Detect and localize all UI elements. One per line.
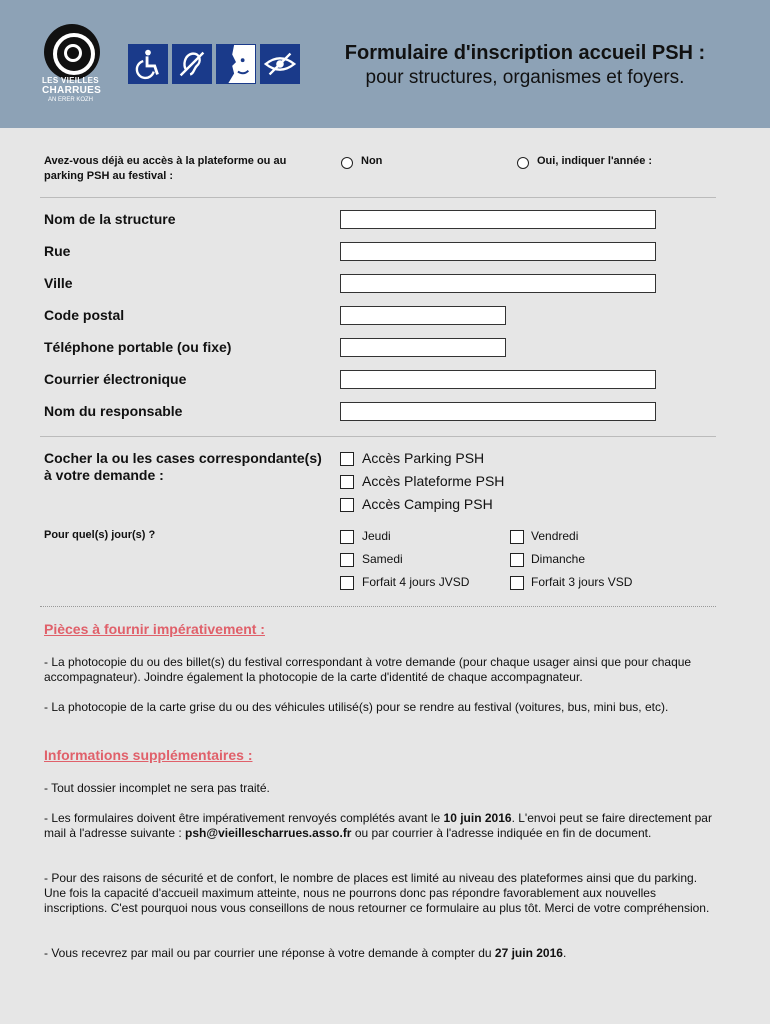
contact-email: psh@vieillescharrues.asso.fr [185, 826, 352, 840]
checkbox-camping[interactable] [340, 498, 354, 512]
ville-input[interactable] [340, 274, 656, 293]
label-courrier: Courrier électronique [44, 371, 187, 387]
code-postal-input[interactable] [340, 306, 506, 325]
logo-line2: CHARRUES [42, 85, 102, 96]
radio-oui-label: Oui, indiquer l'année : [537, 155, 653, 167]
logo-line3: AN ERER KOZH [48, 97, 94, 103]
pieces-item-1: - La photocopie du ou des billet(s) du festival correspondant à votre demande (pour chaque usager ainsi que pour chaque accompagnateur). Joindre également la photocopie de la carte d'identité de chaque accompagnateur. [44, 655, 692, 684]
hearing-impaired-icon [172, 44, 212, 84]
days-label: Pour quel(s) jour(s) ? [44, 529, 156, 541]
option-dimanche: Dimanche [531, 552, 586, 566]
radio-non[interactable] [341, 157, 353, 169]
wheelchair-icon [128, 44, 168, 84]
option-samedi: Samedi [362, 552, 403, 566]
option-forfait-4-jours: Forfait 4 jours JVSD [362, 575, 470, 589]
option-camping: Accès Camping PSH [362, 496, 493, 512]
label-nom-structure: Nom de la structure [44, 211, 176, 227]
label-rue: Rue [44, 243, 71, 259]
checkbox-forfait-4-jours[interactable] [340, 576, 354, 590]
label-code-postal: Code postal [44, 307, 125, 323]
logo-line1: LES VIEILLES [42, 76, 99, 85]
divider [40, 197, 716, 198]
mental-disability-icon [216, 44, 256, 84]
option-parking: Accès Parking PSH [362, 450, 485, 466]
option-jeudi: Jeudi [362, 529, 391, 543]
infos-p2-text-a: - Les formulaires doivent être impérativement renvoyés complétés avant le [44, 811, 444, 825]
access-question: Avez-vous déjà eu accès à la plateforme ou au parking PSH au festival : [44, 155, 287, 182]
divider [40, 606, 716, 607]
checkbox-forfait-3-jours[interactable] [510, 576, 524, 590]
label-telephone: Téléphone portable (ou fixe) [44, 339, 232, 355]
logo-emblem-icon [44, 24, 100, 80]
deadline-date: 10 juin 2016 [443, 811, 512, 825]
infos-p2 [44, 811, 716, 841]
infos-title: Informations supplémentaires : [44, 747, 253, 763]
checkbox-vendredi[interactable] [510, 530, 524, 544]
checkbox-parking[interactable] [340, 452, 354, 466]
form-title [320, 42, 730, 89]
infos-p2-text-b: . L'envoi peut se faire directement par mail à l'adresse suivante : [44, 811, 712, 840]
label-ville: Ville [44, 275, 73, 291]
divider [40, 436, 716, 437]
header-banner [0, 0, 770, 128]
responsable-input[interactable] [340, 402, 656, 421]
option-plateforme: Accès Plateforme PSH [362, 473, 505, 489]
radio-oui[interactable] [517, 157, 529, 169]
nom-structure-input[interactable] [340, 210, 656, 229]
pieces-item-2: - La photocopie de la carte grise du ou des véhicules utilisé(s) pour se rendre au festival (voitures, bus, mini bus, etc). [44, 700, 669, 714]
checkbox-dimanche[interactable] [510, 553, 524, 567]
radio-non-label: Non [361, 155, 383, 167]
festival-logo [42, 24, 106, 108]
checkbox-samedi[interactable] [340, 553, 354, 567]
infos-p4-text-a: - Vous recevrez par mail ou par courrier une réponse à votre demande à compter du [44, 946, 495, 960]
title-line1: Formulaire d'inscription accueil PSH : [344, 42, 706, 64]
telephone-input[interactable] [340, 338, 506, 357]
infos-p1: - Tout dossier incomplet ne sera pas traité. [44, 781, 270, 795]
label-responsable: Nom du responsable [44, 403, 183, 419]
visual-impairment-icon [260, 44, 300, 84]
courrier-input[interactable] [340, 370, 656, 389]
rue-input[interactable] [340, 242, 656, 261]
checkbox-jeudi[interactable] [340, 530, 354, 544]
option-forfait-3-jours: Forfait 3 jours VSD [531, 575, 633, 589]
infos-p3: - Pour des raisons de sécurité et de confort, le nombre de places est limité au niveau des plateformes ainsi que du parking. Une fois la capacité d'accueil maximum atteinte, nous ne pourrons donc pas répondre favorablement aux nouvelles inscriptions. C'est pourquoi nous vous conseillons de nous retourner ce formulaire au plus tôt. Merci de votre compréhension. [44, 871, 710, 915]
title-line2: pour structures, organismes et foyers. [365, 67, 685, 88]
option-vendredi: Vendredi [531, 529, 579, 543]
infos-p4 [44, 946, 716, 961]
checkbox-plateforme[interactable] [340, 475, 354, 489]
request-label: Cocher la ou les cases correspondante(s) à votre demande : [44, 450, 322, 483]
pieces-title: Pièces à fournir impérativement : [44, 621, 265, 637]
response-date: 27 juin 2016 [494, 946, 563, 960]
infos-p2-text-c: ou par courrier à l'adresse indiquée en fin de document. [351, 826, 652, 840]
infos-p4-text-b: . [562, 946, 567, 960]
